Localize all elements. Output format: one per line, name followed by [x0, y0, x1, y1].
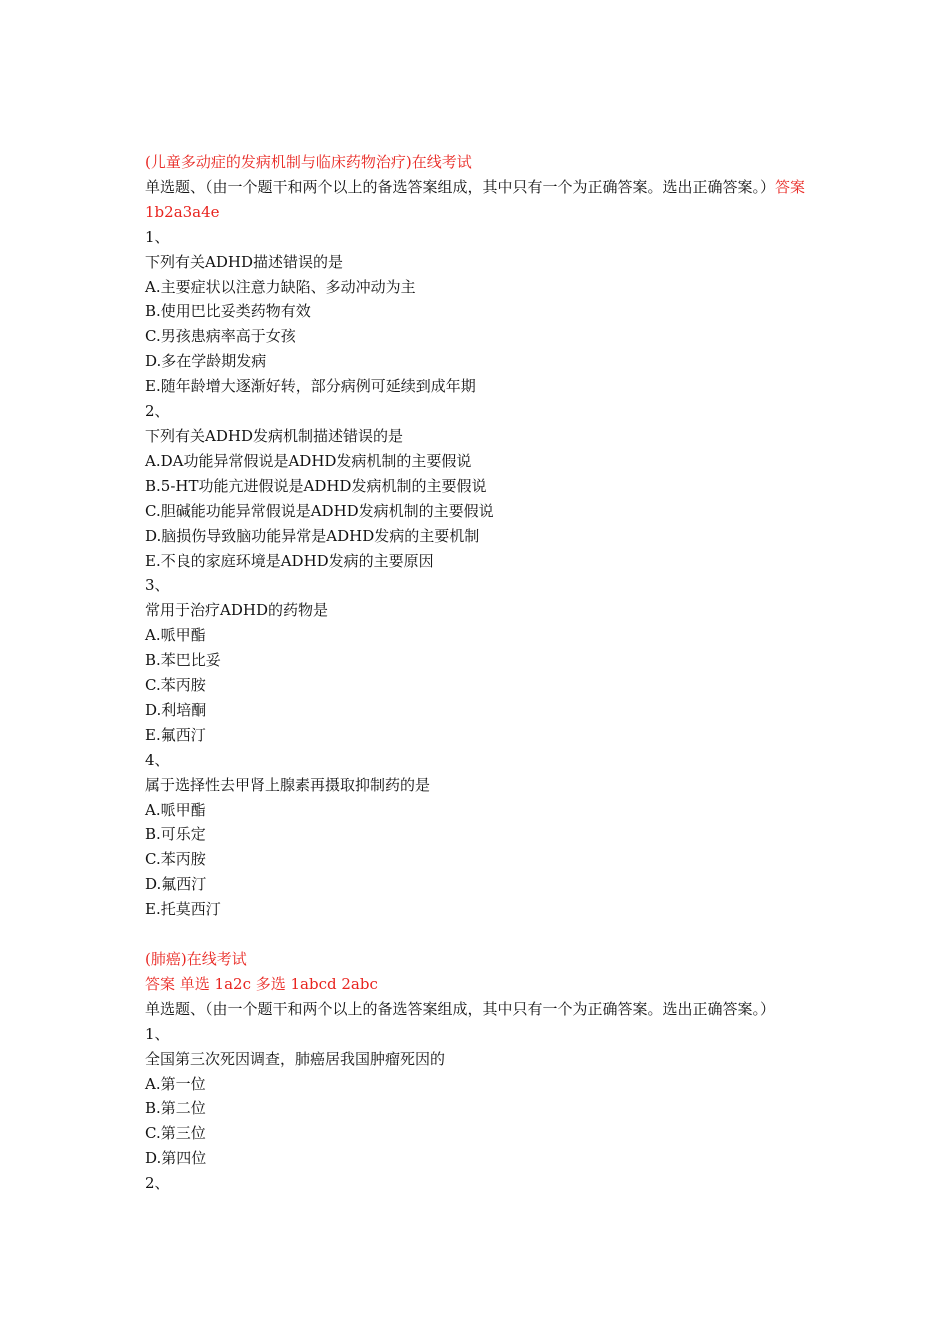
- answer-key: 答案 单选 1a2c 多选 1abcd 2abc: [145, 974, 378, 993]
- option-b: B.使用巴比妥类药物有效: [145, 302, 311, 321]
- question-number: 1、: [145, 227, 170, 246]
- question-number: 1、: [145, 1024, 170, 1043]
- question-stem: 常用于治疗ADHD的药物是: [145, 601, 328, 620]
- option-a: A.主要症状以注意力缺陷、多动冲动为主: [145, 277, 416, 296]
- question-number: 4、: [145, 750, 170, 769]
- option-c: C.苯丙胺: [145, 676, 206, 695]
- option-d: D.氟西汀: [145, 875, 207, 894]
- option-a: A.哌甲酯: [145, 800, 206, 819]
- section-title: (肺癌)在线考试: [145, 949, 247, 968]
- question-number: 3、: [145, 576, 170, 595]
- option-d: D.利培酮: [145, 700, 207, 719]
- option-b: B.可乐定: [145, 825, 206, 844]
- option-d: D.脑损伤导致脑功能异常是ADHD发病的主要机制: [145, 526, 480, 545]
- section-title: (儿童多动症的发病机制与临床药物治疗)在线考试: [145, 153, 472, 171]
- option-e: E.不良的家庭环境是ADHD发病的主要原因: [145, 551, 434, 570]
- option-d: D.多在学龄期发病: [145, 352, 267, 371]
- option-a: A.哌甲酯: [145, 626, 206, 645]
- option-e: E.氟西汀: [145, 725, 206, 744]
- option-c: C.胆碱能功能异常假说是ADHD发病机制的主要假说: [145, 501, 494, 520]
- option-c: C.男孩患病率高于女孩: [145, 327, 296, 346]
- option-d: D.第四位: [145, 1149, 207, 1168]
- question-stem: 属于选择性去甲肾上腺素再摄取抑制药的是: [145, 775, 431, 794]
- section-instruction: 单选题、（由一个题干和两个以上的备选答案组成，其中只有一个为正确答案。选出正确答案。）答案 1b2a3a4e: [145, 177, 806, 221]
- question-stem: 全国第三次死因调查，肺癌居我国肿瘤死因的: [145, 1049, 446, 1068]
- option-e: E.随年龄增大逐渐好转，部分病例可延续到成年期: [145, 377, 476, 396]
- option-e: E.托莫西汀: [145, 900, 221, 919]
- option-b: B.5-HT功能亢进假说是ADHD发病机制的主要假说: [145, 476, 487, 495]
- question-stem: 下列有关ADHD发病机制描述错误的是: [145, 426, 403, 445]
- section-instruction: 单选题、（由一个题干和两个以上的备选答案组成，其中只有一个为正确答案。选出正确答案。）: [145, 999, 776, 1018]
- answer-key: 答案 1b2a3a4e: [145, 177, 806, 221]
- option-a: A.DA功能异常假说是ADHD发病机制的主要假说: [145, 451, 472, 470]
- option-c: C.第三位: [145, 1124, 206, 1143]
- question-stem: 下列有关ADHD描述错误的是: [145, 252, 343, 271]
- document-page: [145, 150, 810, 1196]
- option-b: B.第二位: [145, 1099, 206, 1118]
- question-number: 2、: [145, 1174, 170, 1193]
- option-c: C.苯丙胺: [145, 850, 206, 869]
- option-b: B.苯巴比妥: [145, 651, 221, 670]
- section-spacer: [145, 922, 810, 947]
- question-number: 2、: [145, 402, 170, 421]
- option-a: A.第一位: [145, 1074, 206, 1093]
